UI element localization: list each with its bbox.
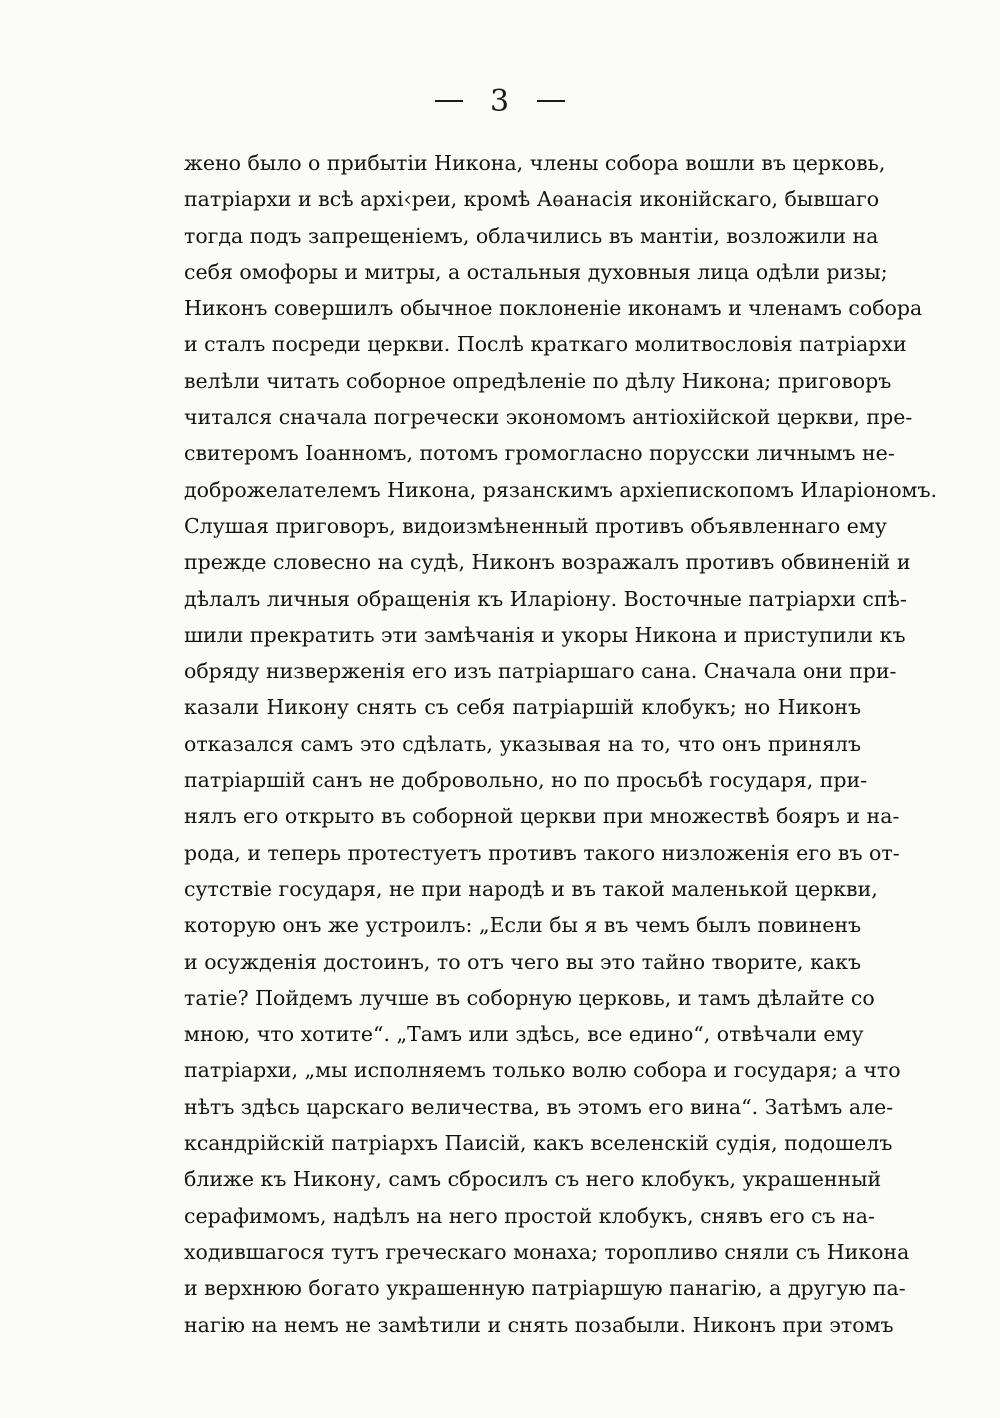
text-line: патріархи и всѣ архі‹реи, кромѣ Аѳанасія иконійскаго, бывшаго: [184, 187, 880, 212]
text-line: мною, что хотите“. „Тамъ или здѣсь, все едино“, отвѣчали ему: [184, 1022, 864, 1047]
body-text: [184, 145, 938, 1343]
text-line: доброжелателемъ Никона, рязанскимъ архіепископомъ Иларіономъ.: [184, 477, 938, 502]
text-line: нѣтъ здѣсь царскаго величества, въ этомъ его вина“. Затѣмъ але-: [184, 1094, 894, 1119]
text-line: отказался самъ это сдѣлать, указывая на то, что онъ принялъ: [184, 731, 861, 756]
page-number: 3: [489, 83, 511, 119]
right-dash: [537, 100, 565, 102]
text-line: сутствіе государя, не при народѣ и въ такой маленькой церкви,: [184, 876, 878, 901]
left-dash: [435, 100, 463, 102]
text-line: себя омофоры и митры, а остальныя духовныя лица одѣли ризы;: [184, 259, 888, 284]
text-line: обряду низверженія его изъ патріаршаго сана. Сначала они при-: [184, 659, 897, 684]
text-line: которую онъ же устроилъ: „Если бы я въ чемъ былъ повиненъ: [184, 913, 862, 938]
text-line: велѣли читать соборное опредѣленіе по дѣлу Никона; приговоръ: [184, 368, 892, 393]
text-line: нагію на немъ не замѣтили и снять позабыли. Никонъ при этомъ: [184, 1312, 894, 1337]
text-line: серафимомъ, надѣлъ на него простой клобукъ, снявъ его съ на-: [184, 1203, 875, 1228]
text-line: Слушая приговоръ, видоизмѣненный противъ объявленнаго ему: [184, 513, 887, 538]
text-line: патріаршій санъ не добровольно, но по просьбѣ государя, при-: [184, 768, 868, 793]
text-line: дѣлалъ личныя обращенія къ Иларіону. Восточные патріархи спѣ-: [184, 586, 907, 611]
text-line: татіе? Пойдемъ лучше въ соборную церковь, и тамъ дѣлайте со: [184, 985, 875, 1010]
text-line: жено было о прибытіи Никона, члены собора вошли въ церковь,: [184, 151, 886, 175]
page-header: [0, 82, 1000, 119]
text-line: свитеромъ Іоанномъ, потомъ громогласно порусски личнымъ не-: [184, 441, 895, 466]
text-line: нялъ его открыто въ соборной церкви при множествѣ бояръ и на-: [184, 804, 900, 829]
text-line: ближе къ Никону, самъ сбросилъ съ него клобукъ, украшенный: [184, 1167, 882, 1192]
text-line: шили прекратить эти замѣчанія и укоры Никона и приступили къ: [184, 622, 906, 647]
text-line: прежде словесно на судѣ, Никонъ возражалъ противъ обвиненій и: [184, 550, 911, 575]
text-line: рода, и теперь протестуетъ противъ такого низложенія его въ от-: [184, 840, 900, 865]
text-line: Никонъ совершилъ обычное поклоненіе иконамъ и членамъ собора: [184, 296, 923, 321]
text-line: ходившагося тутъ греческаго монаха; торопливо сняли съ Никона: [184, 1239, 910, 1264]
text-line: и сталъ посреди церкви. Послѣ краткаго молитвословія патріархи: [184, 332, 907, 357]
text-line: тогда подъ запрещеніемъ, облачились въ мантіи, возложили на: [184, 223, 879, 248]
text-line: и осужденія достоинъ, то отъ чего вы это тайно творите, какъ: [184, 949, 861, 974]
text-line: и верхнюю богато украшенную патріаршую панагію, а другую па-: [184, 1276, 906, 1301]
text-line: читался сначала погречески экономомъ антіохійской церкви, пре-: [184, 405, 913, 430]
text-line: патріархи, „мы исполняемъ только волю собора и государя; а что: [184, 1058, 901, 1083]
text-line: ксандрійскій патріархъ Паисій, какъ вселенскій судія, подошелъ: [184, 1131, 893, 1156]
text-line: казали Никону снять съ себя патріаршій клобукъ; но Никонъ: [184, 695, 861, 720]
